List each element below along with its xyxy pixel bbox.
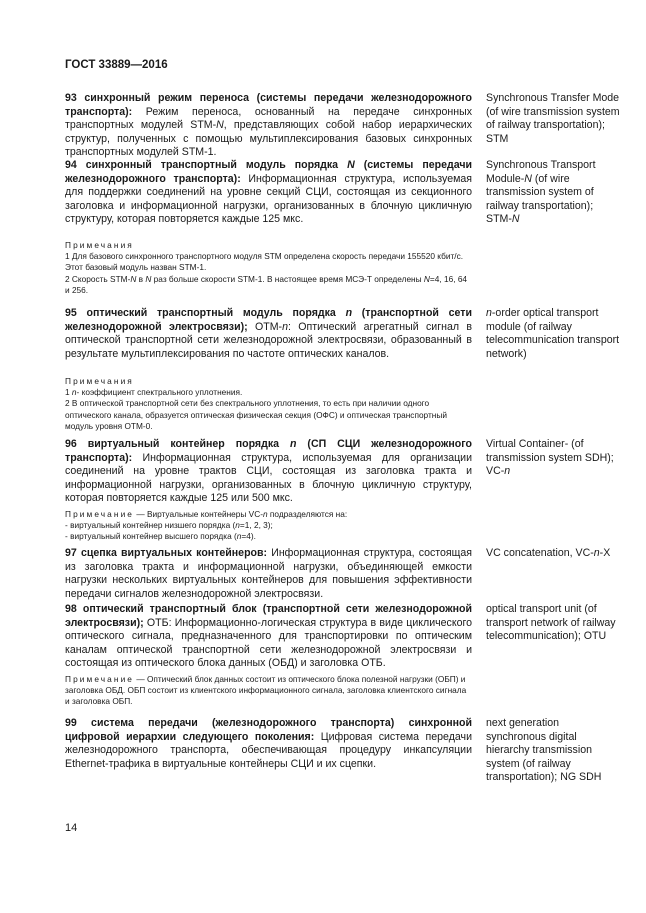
term-entry-95: [65, 307, 472, 361]
term-english-93: Synchronous Transfer Mode (of wire transmission system of railway transportation); STM: [486, 92, 620, 145]
term-english-94: Synchronous Transport Module-N (of wire transmission system of railway transportation); STM-N: [486, 159, 596, 226]
term-entry-98: [65, 603, 472, 671]
note-block-94: [65, 240, 472, 296]
term-name: оптический транспортный модуль порядка n (транспортной сети железнодорожной электросвязи);: [65, 307, 473, 333]
note-item: 1 n- коэффициент спектрального уплотнения.: [65, 387, 243, 398]
term-english-96: Virtual Container- (of transmission system SDH); VC-n: [486, 438, 614, 478]
document-header: ГОСТ 33889—2016: [65, 59, 168, 71]
term-name: синхронный транспортный модуль порядка N (системы передачи железнодорожного транспорта):: [65, 159, 472, 185]
term-number: 96: [65, 438, 77, 450]
term-english-99: next generation synchronous digital hierarchy transmission system (of railway transportation); NG SDH: [486, 717, 602, 784]
term-name: система передачи (железнодорожного транспорта) синхронной цифровой иерархии следующего поколения:: [65, 717, 472, 743]
term-definition: Информационная структура, состоящая из заголовка тракта и информационной нагрузки, объединяющей емкости нагрузки нескольких виртуальных контейнеров для повышения эффективности передачи сигналов железнодорожной электросвязи.: [65, 547, 473, 600]
note-block-96: [65, 509, 472, 543]
note-title: Примечания: [65, 240, 134, 250]
term-definition: Информационная структура, используемая для поддержки соединений на уровне секций СЦИ, состоящая из секционного заголовка и информационной нагрузки, организованных в блочную цикличную структуру, которая повторяется каждые 125 мкс.: [65, 172, 473, 226]
term-name: оптический транспортный блок (транспортной сети железнодорожной электросвязи);: [65, 603, 472, 629]
note-title: Примечания: [65, 376, 134, 386]
term-number: 94: [65, 159, 77, 171]
note-item: 1 Для базового синхронного транспортного модуля STM определена скорость передачи 155520 кбит/с. Этот базовый модуль назван STM-1.: [65, 251, 464, 273]
term-entry-96: [65, 438, 472, 506]
term-entry-94: [65, 159, 472, 227]
term-entry-93: [65, 92, 472, 160]
page-number: 14: [65, 822, 78, 834]
term-number: 99: [65, 717, 77, 729]
term-entry-97: [65, 547, 472, 601]
term-english-97: VC concatenation, VC-n-X: [486, 547, 611, 559]
term-definition: ОТБ: Информационно-логическая структура в виде циклического оптического сигнала, предназначенного для транспортировки по оптическим каналам оптической транспортной сети железнодорожной электросвязи и состоящая из оптического блока данных (ОБД) и заголовка ОТБ.: [65, 616, 472, 670]
term-number: 98: [65, 603, 77, 615]
note-item: Примечание — Оптический блок данных состоит из оптического блока полезной нагрузки (ОБП) и заголовка ОБД. ОБП состоит из клиентского информационного сигнала, заголовка клиентского сигнала и заголовка ОБП.: [65, 674, 467, 707]
note-item: - виртуальный контейнер высшего порядка (n=4).: [65, 531, 256, 542]
term-english-95: n-order optical transport module (of railway telecommunication transport network): [486, 307, 620, 360]
term-english-98: optical transport unit (of transport network of railway telecommunication); OTU: [486, 603, 616, 643]
term-name: синхронный режим переноса (системы передачи железнодорожного транспорта):: [65, 92, 472, 118]
term-definition: Цифровая система передачи железнодорожного транспорта, обеспечивающая процедуру инкапсуляции Ethernet-трафика в виртуальные контейнеры СЦИ и их сцепки.: [65, 730, 472, 770]
term-definition: ОТМ-n: Оптический агрегатный сигнал в оптической транспортной сети железнодорожной электросвязи, образованный в результате мультиплексирования по частоте оптических каналов.: [65, 320, 473, 360]
note-item: 2 Скорость STM-N в N раз больше скорости STM-1. В настоящее время МСЭ-Т определены N=4, 16, 64 и 256.: [65, 273, 468, 295]
term-entry-99: [65, 717, 472, 771]
note-block-95: [65, 376, 472, 432]
term-name: сцепка виртуальных контейнеров:: [80, 547, 268, 559]
note-block-98: [65, 674, 472, 708]
term-definition: Режим переноса, основанный на передаче синхронных транспортных модулей STM-N, представляющих собой набор иерархических структур, полученных с помощью мультиплексирования базовых синхронных транспортных модулей STM-1.: [65, 105, 472, 159]
note-item: Примечание — Виртуальные контейнеры VC-n подразделяются на:: [65, 509, 348, 519]
term-number: 95: [65, 307, 77, 319]
term-number: 97: [65, 547, 77, 559]
note-item: - виртуальный контейнер низшего порядка (n=1, 2, 3);: [65, 520, 273, 531]
term-definition: Информационная структура, используемая для организации соединений на уровне трактов СЦИ, состоящая из заголовка тракта и информационной нагрузки, организованных в блочную цикличную структуру, которая повторяется каждые 125 или 500 мкс.: [65, 451, 472, 505]
term-name: виртуальный контейнер порядка n (СП СЦИ железнодорожного транспорта):: [65, 438, 472, 464]
term-number: 93: [65, 92, 77, 104]
note-item: 2 В оптической транспортной сети без спектрального уплотнения, то есть при наличии одного оптического канала, образуется оптическая физическая секция (ОФС) и оптическая транспортный модуль уровня ОТМ-0.: [65, 398, 447, 431]
